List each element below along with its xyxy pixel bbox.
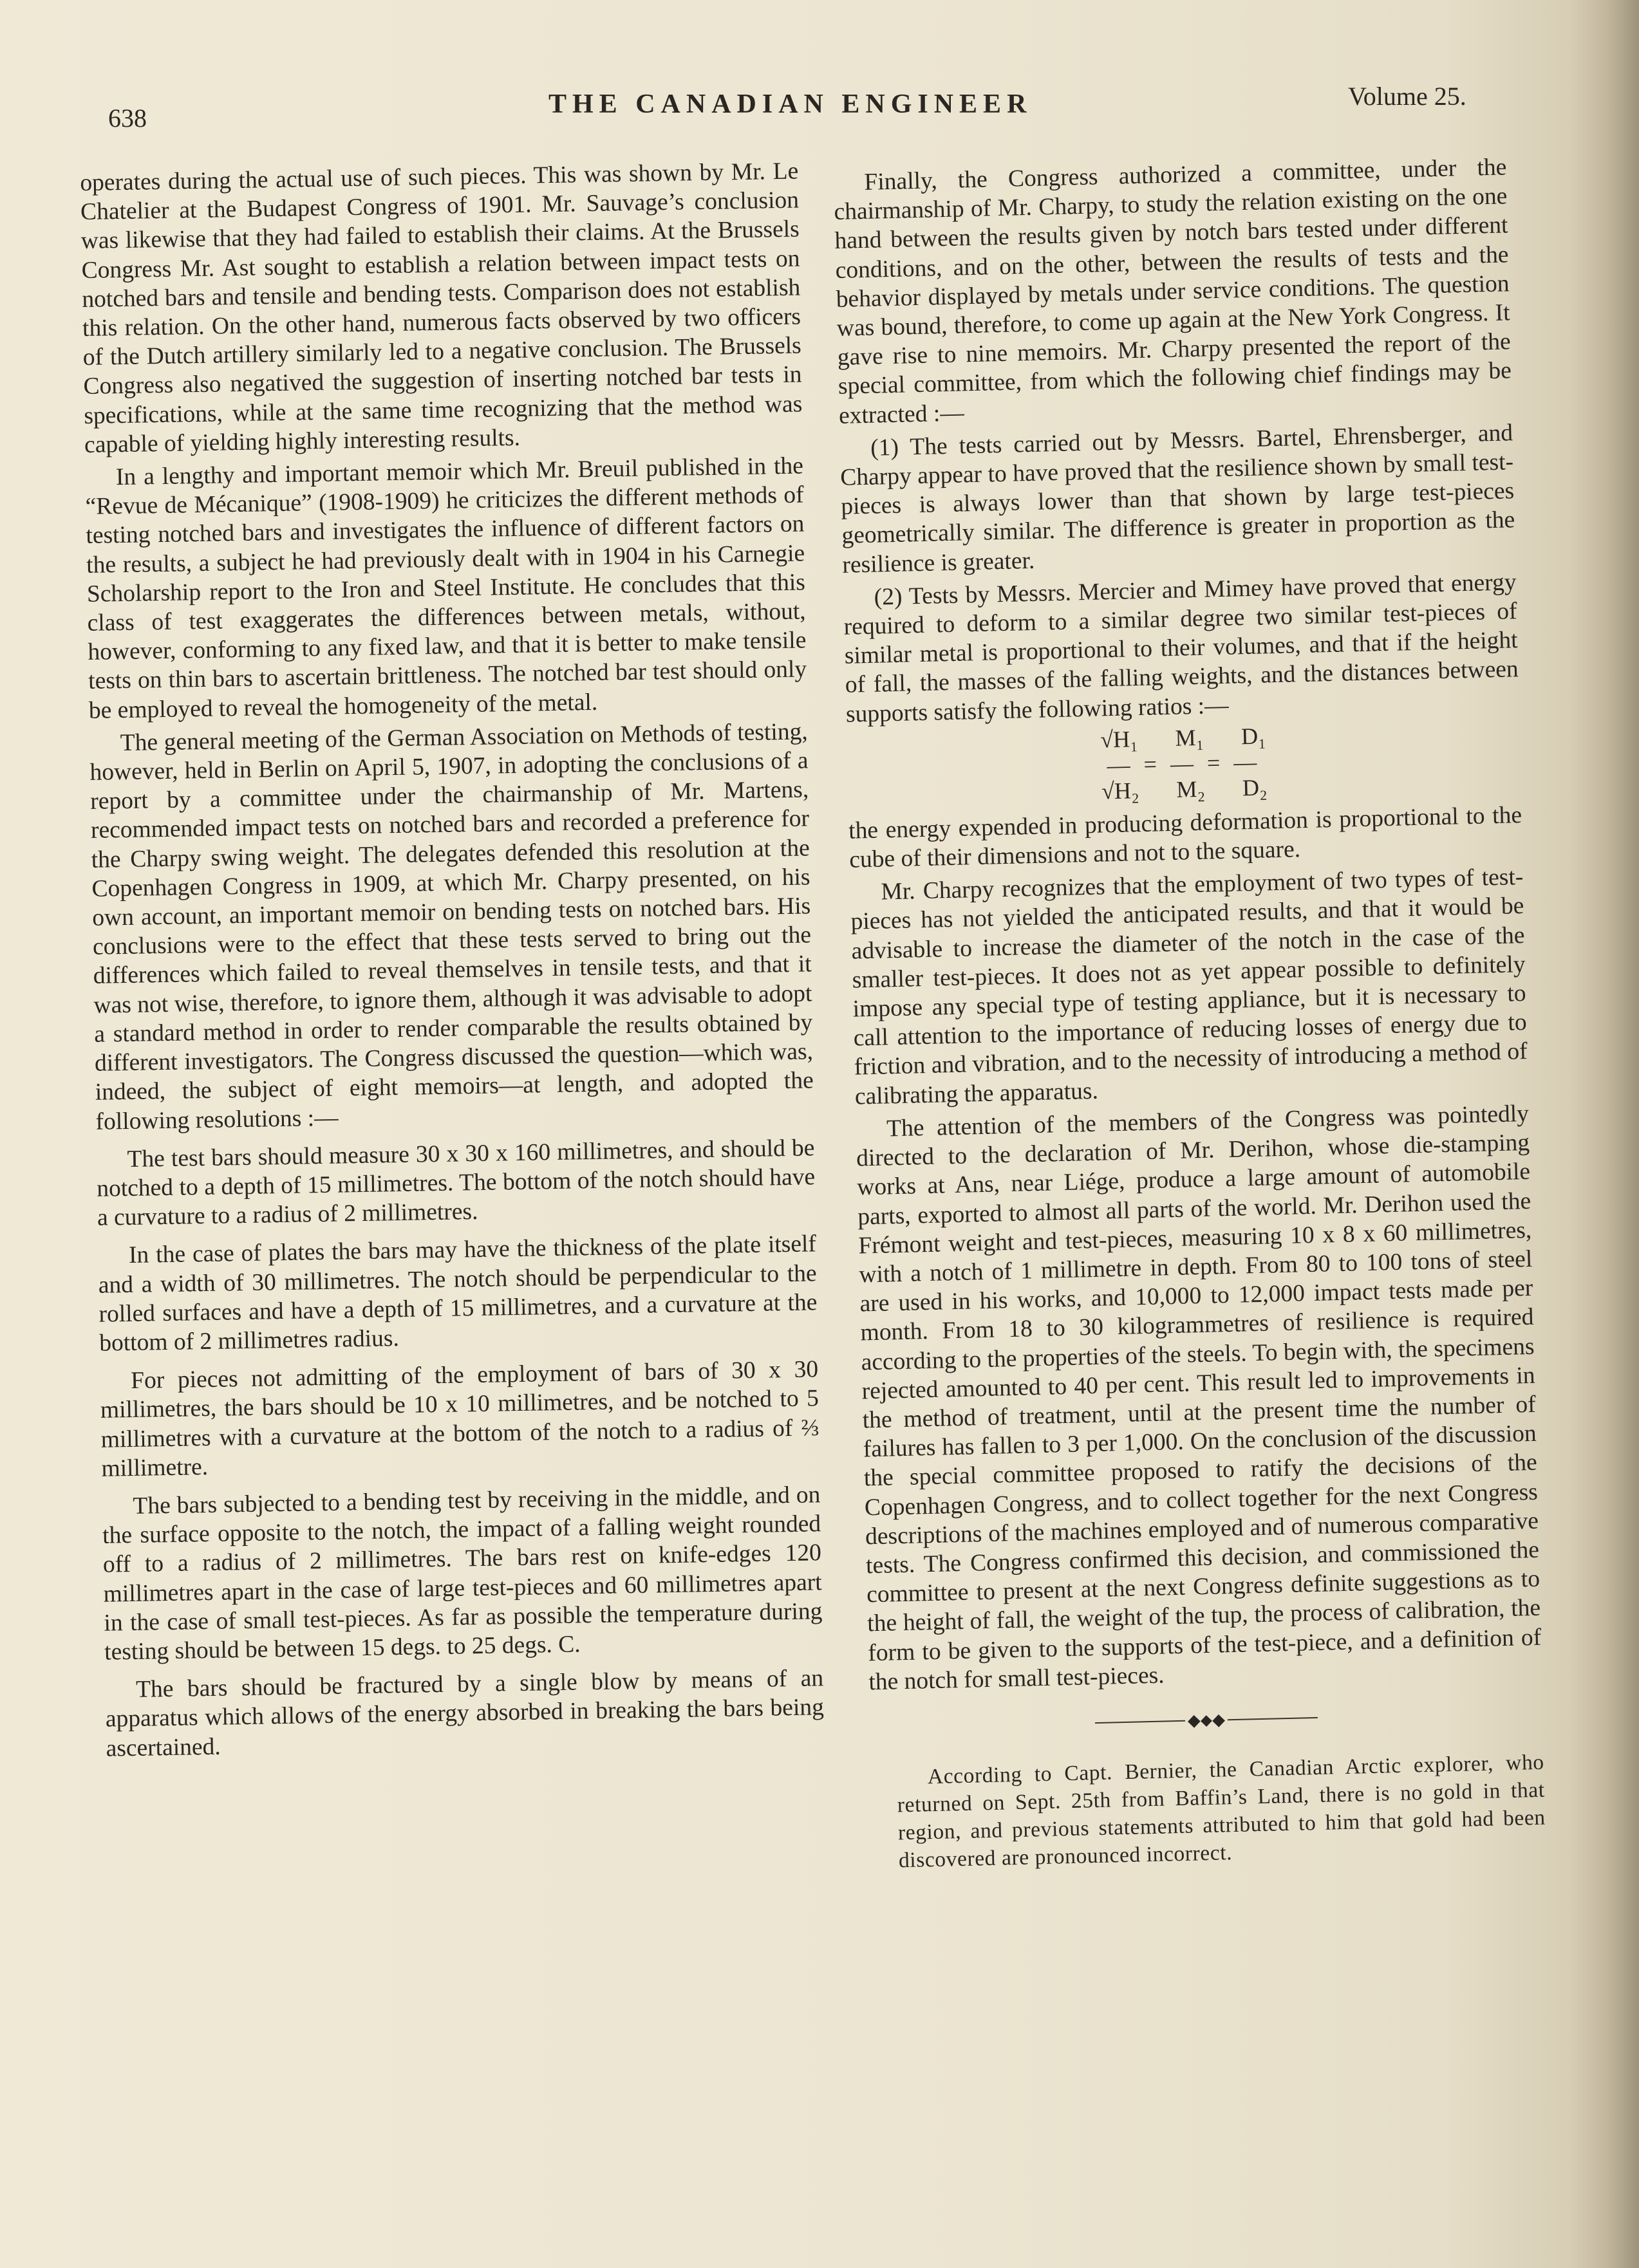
- finding-paragraph: (1) The tests carried out by Messrs. Bartel, Ehrensberger, and Charpy appear to have proved that the resilience shown by small test-pieces is always lower than that shown by large test-pieces geometrically similar. The difference is greater in proportion as the resilience is greater.: [839, 420, 1515, 579]
- news-note-text: According to Capt. Bernier, the Canadian Arctic explorer, who returned on Sept. 25th from Baffin’s Land, there is no gold in that region, and previous statements attributed to him that gold had been discovered are pronounced incorrect.: [897, 1750, 1546, 1873]
- paragraph: Finally, the Congress authorized a committee, under the chairmanship of Mr. Charpy, to study the relation existing on the one hand between the results given by notch bars tested under different conditions, and on the other, between the results of tests and the behavior displayed by metals under service conditions. The question was bound, therefore, to come up again at the New York Congress. It gave rise to nine memoirs. Mr. Charpy presented the report of the special committee, from which the following chief findings may be extracted :—: [834, 154, 1512, 429]
- ornament-icon: ◆⬥◆: [1187, 1710, 1226, 1730]
- formula-term: √H₂: [1101, 777, 1139, 804]
- paragraph: the energy expended in producing deformation is proportional to the cube of their dimensions and not to the square.: [848, 801, 1522, 873]
- formula-term: D₂: [1242, 774, 1268, 801]
- resolution-paragraph: The bars subjected to a bending test by receiving in the middle, and on the surface opposite to the notch, the impact of a falling weight rounded off to a radius of 2 millimetres. The bars rest on knife-edges 120 millimetres apart in the case of large test-pieces and 60 millimetres apart in the case of small test-pieces. As far as possible the temperature during testing should be between 15 degs. to 25 degs. C.: [102, 1482, 823, 1666]
- left-column: [80, 156, 825, 1767]
- resolution-paragraph: The test bars should measure 30 x 30 x 160 millimetres, and should be notched to a depth of 15 millimetres. The bottom of the notch should have a curvature to a radius of 2 millimetres.: [96, 1134, 816, 1231]
- formula-term: √H₁: [1100, 725, 1139, 753]
- paragraph: operates during the actual use of such pieces. This was shown by Mr. Le Chatelier at the Budapest Congress of 1901. Mr. Sauvage’s conclusion was likewise that they had failed to establish their claims. At the Brussels Congress Mr. Ast sought to establish a relation between impact tests on notched bars and tensile and bending tests. Comparison does not establish this relation. On the other hand, numerous facts observed by two officers of the Dutch artillery similarly led to a negative conclusion. The Brussels Congress also negatived the suggestion of inserting notched bar tests in specifications, while at the same time recognizing that the method was capable of yielding highly interesting results.: [80, 158, 803, 458]
- resolution-paragraph: The bars should be fractured by a single blow by means of an apparatus which allows of the energy absorbed in breaking the bars being ascertained.: [105, 1665, 825, 1762]
- volume-label: Volume 25.: [1348, 82, 1466, 111]
- resolution-paragraph: For pieces not admitting of the employment of bars of 30 x 30 millimetres, the bars should be 10 x 10 millimetres, and be notched to 5 millimetres with a curvature at the bottom of the notch to a radius of ⅔ millimetre.: [100, 1356, 820, 1482]
- separator-line: [1228, 1716, 1318, 1720]
- ratio-formula: [847, 717, 1522, 810]
- resolution-paragraph: In the case of plates the bars may have the thickness of the plate itself and a width of 30 millimetres. The notch should be perpendicular to the rolled surfaces and have a depth of 15 millimetres, and a curvature at the bottom of 2 millimetres radius.: [98, 1231, 818, 1357]
- formula-equals: — = — = —: [1107, 748, 1261, 779]
- right-column: [833, 153, 1546, 1875]
- formula-term: M₂: [1175, 776, 1206, 803]
- page-number: 638: [108, 104, 147, 133]
- paragraph: The general meeting of the German Association on Methods of testing, however, held in Berlin on April 5, 1907, in adopting the conclusions of a report by a committee under the chairmanship of Mr. Martens, recommended impact tests on notched bars and recorded a preference for the Charpy swing weight. The delegates defended this resolution at the Copenhagen Congress in 1909, at which Mr. Charpy presented, on his own account, an important memoir on bending tests on notched bars. His conclusions were to the effect that these tests served to bring out the differences which failed to reveal themselves in tensile tests, and that it was not wise, therefore, to ignore them, although it was advisable to adopt a standard method in order to render comparable the results obtained by different investigators. The Congress discussed the question—which was, indeed, the subject of eight memoirs—at length, and adopted the following resolutions :—: [89, 718, 814, 1135]
- formula-term: D₁: [1241, 723, 1267, 750]
- running-title: THE CANADIAN ENGINEER: [548, 89, 1033, 119]
- paragraph: Mr. Charpy recognizes that the employment of two types of test-pieces has not yielded the anticipated results, and that it would be advisable to increase the diameter of the notch in the case of the smaller test-pieces. It does not as yet appear possible to definitely impose any special type of testing appliance, but it is necessary to call attention to the importance of reducing losses of energy due to friction and vibration, and to the necessity of introducing a method of calibrating the apparatus.: [850, 864, 1528, 1110]
- formula-term: M₁: [1175, 724, 1204, 751]
- section-separator: [870, 1698, 1544, 1743]
- news-note: [870, 1749, 1546, 1875]
- finding-paragraph: (2) Tests by Messrs. Mercier and Mimey have proved that energy required to deform to a similar degree two similar test-pieces of similar metal is proportional to their volumes, and that if the height of fall, the masses of the falling weights, and the distances between supports satisfy the following ratios :—: [843, 569, 1519, 728]
- paragraph: The attention of the members of the Congress was pointedly directed to the declaration of Mr. Derihon, whose die-stamping works at Ans, near Liége, produce a large amount of automobile parts, exported to almost all parts of the world. Mr. Derihon used the Frémont weight and test-pieces, measuring 10 x 8 x 60 millimetres, with a notch of 1 millimetre in depth. From 80 to 100 tons of steel are used in his works, and 10,000 to 12,000 impact tests made per month. From 18 to 30 kilogrammetres of resilience is required according to the properties of the steels. To begin with, the specimens rejected amounted to 40 per cent. This result led to improvements in the method of treatment, until at the present time the number of failures has fallen to 3 per 1,000. On the conclusion of the discussion the special committee proposed to ratify the decisions of the Copenhagen Congress, and to collect together for the next Congress descriptions of the machines employed and of numerous comparative tests. The Congress confirmed this decision, and commissioned the committee to present at the next Congress definite suggestions as to the height of fall, the weight of the tup, the process of calibration, the form to be given to the supports of the test-piece, and a definition of the notch for small test-pieces.: [856, 1100, 1542, 1696]
- paragraph: In a lengthy and important memoir which Mr. Breuil published in the “Revue de Mécanique” (1908-1909) he criticizes the different methods of testing notched bars and investigates the influence of different factors on the results, a subject he had previously dealt with in 1904 in his Carnegie Scholarship report to the Iron and Steel Institute. He concludes that this class of test exaggerates the differences between metals, without, however, conforming to any fixed law, and that it is better to make tensile tests on thin bars to ascertain brittleness. The notched bar test should only be employed to reveal the homogeneity of the metal.: [85, 452, 807, 724]
- separator-line: [1095, 1720, 1185, 1723]
